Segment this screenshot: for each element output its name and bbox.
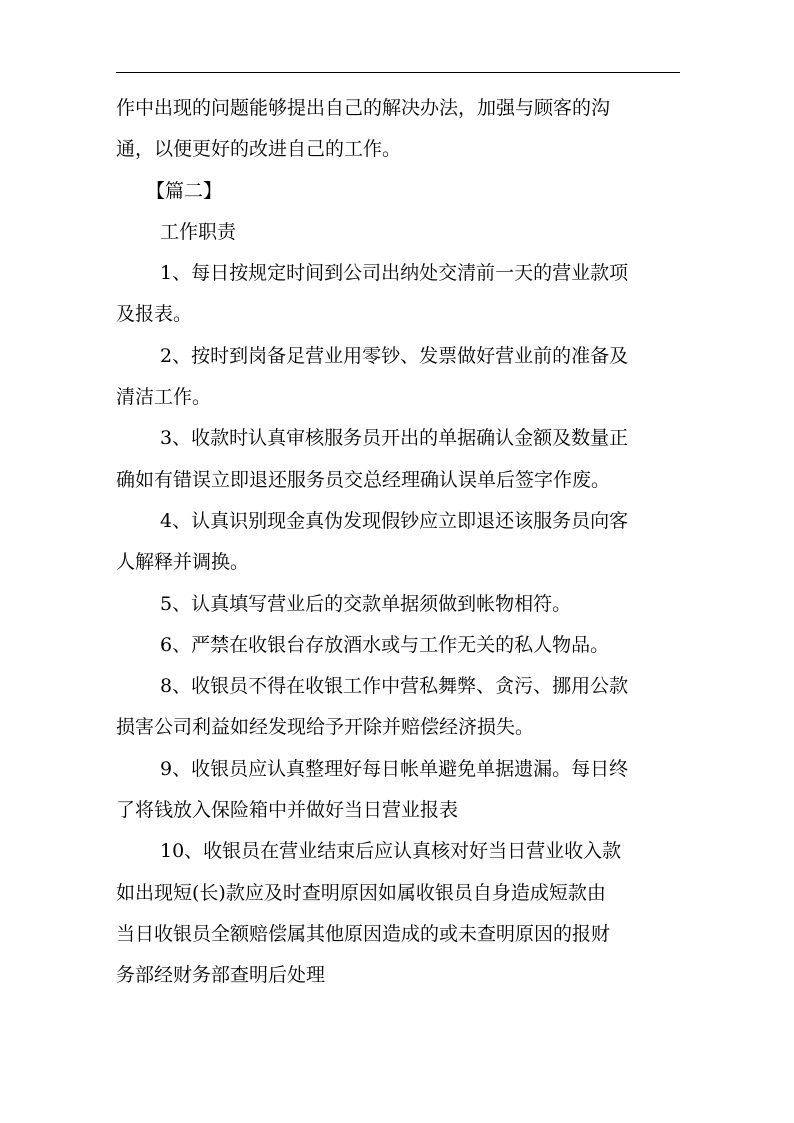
text-line: 1、每日按规定时间到公司出纳处交清前一天的营业款项 bbox=[160, 262, 629, 285]
section-heading: 【篇二】 bbox=[146, 179, 223, 202]
text-line: 作中出现的问题能够提出自己的解决办法，加强与顾客的沟 bbox=[116, 97, 611, 119]
document-body bbox=[116, 88, 680, 997]
text-line: 清洁工作。 bbox=[116, 386, 212, 409]
text-line: 9、收银员应认真整理好每日帐单避免单据遗漏。每日终 bbox=[160, 757, 629, 780]
subheading: 工作职责 bbox=[160, 220, 237, 243]
text-line: 4、认真识别现金真伪发现假钞应立即退还该服务员向客 bbox=[160, 509, 629, 532]
text-line: 如出现短(长)款应及时查明原因如属收银员自身造成短款由 bbox=[116, 881, 606, 904]
text-line: 3、收款时认真审核服务员开出的单据确认金额及数量正 bbox=[160, 427, 629, 450]
text-line: 务部经财务部查明后处理 bbox=[116, 964, 326, 987]
text-line: 2、按时到岗备足营业用零钞、发票做好营业前的准备及 bbox=[160, 344, 629, 367]
text-line: 确如有错误立即退还服务员交总经理确认误单后签字作废。 bbox=[116, 468, 611, 491]
text-line: 当日收银员全额赔偿属其他原因造成的或未查明原因的报财 bbox=[116, 922, 611, 945]
text-line: 10、收银员在营业结束后应认真核对好当日营业收入款 bbox=[160, 840, 622, 863]
text-line: 及报表。 bbox=[116, 303, 193, 326]
text-line: 6、严禁在收银台存放酒水或与工作无关的私人物品。 bbox=[160, 633, 610, 656]
text-line: 通，以便更好的改进自己的工作。 bbox=[116, 138, 402, 161]
text-line: 5、认真填写营业后的交款单据须做到帐物相符。 bbox=[160, 592, 572, 615]
header-rule bbox=[116, 72, 680, 73]
text-line: 了将钱放入保险箱中并做好当日营业报表 bbox=[116, 799, 459, 822]
text-line: 8、收银员不得在收银工作中营私舞弊、贪污、挪用公款 bbox=[160, 675, 629, 698]
text-line: 损害公司利益如经发现给予开除并赔偿经济损失。 bbox=[116, 716, 535, 739]
text-line: 人解释并调换。 bbox=[116, 551, 250, 574]
